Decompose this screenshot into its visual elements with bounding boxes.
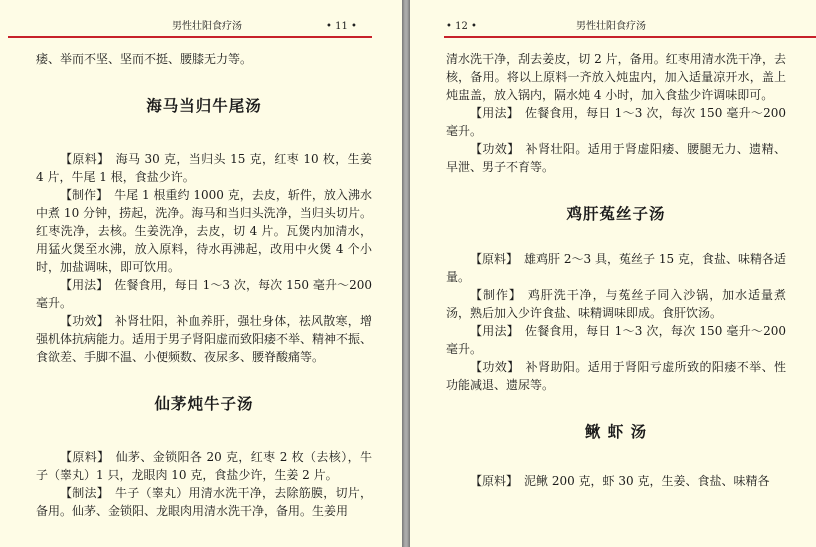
recipe-title: 鳅 虾 汤 bbox=[584, 422, 648, 441]
section-label: 【原料】 bbox=[470, 252, 519, 266]
section-text: 泥鳅 200 克，虾 30 克，生姜、食盐、味精各 bbox=[524, 474, 770, 488]
left-page bbox=[0, 0, 402, 547]
section-label: 【原料】 bbox=[60, 152, 110, 166]
recipe-section bbox=[36, 186, 372, 276]
section-label: 【功效】 bbox=[470, 360, 520, 374]
recipe-title: 仙茅炖牛子汤 bbox=[154, 394, 254, 413]
section-label: 【功效】 bbox=[470, 142, 520, 156]
section-text: 海马 30 克，当归头 15 克，红枣 10 枚，生姜 4 片，牛尾 1 根，食盐少许。 bbox=[36, 152, 372, 184]
section-text: 佐餐食用，每日 1～3 次，每次 150 毫升～200 毫升。 bbox=[446, 106, 786, 138]
section-text: 佐餐食用，每日 1～3 次，每次 150 毫升～200 毫升。 bbox=[446, 324, 786, 356]
right-page bbox=[410, 0, 816, 547]
section-text: 雄鸡肝 2～3 具，菟丝子 15 克，食盐、味精各适量。 bbox=[446, 252, 786, 284]
recipe-section bbox=[36, 484, 372, 520]
section-label: 【制法】 bbox=[60, 486, 109, 500]
recipe-section bbox=[36, 312, 372, 366]
section-label: 【制作】 bbox=[470, 288, 522, 302]
recipe-section bbox=[446, 286, 786, 322]
section-text: 佐餐食用，每日 1～3 次，每次 150 毫升～200 毫升。 bbox=[36, 278, 372, 310]
recipe-section bbox=[446, 250, 786, 286]
section-text: 鸡肝洗干净，与菟丝子同入沙锅，加水适量煮汤，熟后加入少许食盐、味精调味即成。食肝饮汤。 bbox=[446, 288, 786, 320]
running-header-title: 男性壮阳食疗汤 bbox=[172, 21, 242, 32]
recipe-section bbox=[36, 276, 372, 312]
recipe-section bbox=[446, 322, 786, 358]
page-number: • 11 • bbox=[326, 21, 357, 32]
section-label: 【用法】 bbox=[60, 278, 109, 292]
section-label: 【原料】 bbox=[470, 474, 519, 488]
recipe-title: 鸡肝菟丝子汤 bbox=[566, 204, 666, 223]
paragraph: 清水洗干净，刮去姜皮，切 2 片，备用。红枣用清水洗干净，去核，备用。将以上原料一齐放入炖盅内，加入适量凉开水，盖上炖盅盖，放入锅内，隔水炖 4 小时，加入食盐少许调味即可。 bbox=[446, 52, 786, 102]
section-text: 补肾壮阳。适用于肾虚阳痿、腰腿无力、遗精、早泄、男子不育等。 bbox=[446, 142, 786, 174]
section-label: 【功效】 bbox=[60, 314, 109, 328]
paragraph: 痿、举而不坚、坚而不挺、腰膝无力等。 bbox=[36, 52, 253, 66]
section-label: 【用法】 bbox=[470, 106, 519, 120]
section-text: 牛尾 1 根重约 1000 克，去皮，斩件，放入沸水中煮 10 分钟，捞起，洗净。海马和当归头洗净，当归头切片。红枣洗净，去核。生姜洗净，去皮，切 4 片。瓦煲内加清水，用猛火煲至水沸，放入原料，待水再沸起，改用中火煲 4 个小时，加盐调味，即可饮用。 bbox=[36, 188, 372, 274]
running-header-title: 男性壮阳食疗汤 bbox=[576, 21, 646, 32]
recipe-section bbox=[446, 140, 786, 176]
recipe-section bbox=[446, 358, 786, 394]
header-rule bbox=[444, 36, 816, 38]
recipe-section bbox=[446, 104, 786, 140]
page-number: • 12 • bbox=[446, 21, 477, 32]
section-text: 仙茅、金锁阳各 20 克，红枣 2 枚（去核），牛子（睾丸）1 只，龙眼肉 10 克，食盐少许，生姜 2 片。 bbox=[36, 450, 372, 482]
section-text: 补肾助阳。适用于肾阳亏虚所致的阳痿不举、性功能减退、遗尿等。 bbox=[446, 360, 786, 392]
recipe-section bbox=[446, 472, 786, 490]
page-divider bbox=[402, 0, 410, 547]
section-text: 补肾壮阳，补血养肝，强壮身体，祛风散寒，增强机体抗病能力。适用于男子肾阳虚而致阳痿不举、精神不振、食欲差、手脚不温、小便频数、夜尿多、腰脊酸痛等。 bbox=[36, 314, 373, 364]
recipe-title: 海马当归牛尾汤 bbox=[146, 96, 262, 115]
section-text: 牛子（睾丸）用清水洗干净，去除筋膜，切片，备用。仙茅、金锁阳、龙眼肉用清水洗干净，备用。生姜用 bbox=[36, 486, 372, 518]
header-rule bbox=[8, 36, 372, 38]
section-label: 【原料】 bbox=[60, 450, 110, 464]
recipe-section bbox=[36, 448, 372, 484]
page-body bbox=[446, 50, 786, 490]
page-body bbox=[36, 50, 372, 520]
section-label: 【用法】 bbox=[470, 324, 519, 338]
section-label: 【制作】 bbox=[60, 188, 109, 202]
recipe-section bbox=[36, 150, 372, 186]
